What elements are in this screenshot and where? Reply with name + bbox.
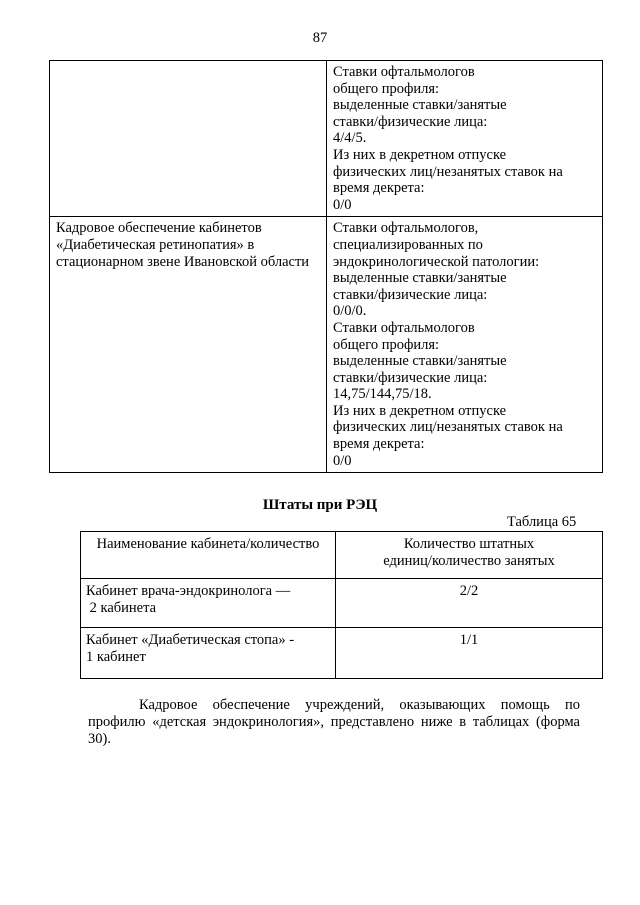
cell-line: Ставки офтальмологов [333,319,475,336]
table-row [50,217,603,473]
table-header-row [81,532,603,579]
cabinet-name-cell [81,579,336,628]
paragraph-text: Кадровое обеспечение учреждений, оказывающих помощь по профилю «детская эндокринология», представлено ниже в таблицах (форма 30). [88,697,580,747]
cell-line: 2 кабинета [86,599,157,616]
cabinet-count-cell: 2/2 [336,579,603,628]
cabinet-name-cell [81,628,336,679]
cell-line: ставки/физические лица: [333,369,488,386]
cell-line: время декрета: [333,436,425,453]
cell-line: Ставки офтальмологов [333,64,475,80]
column-header-name [81,532,336,579]
cell-line: общего профиля: [333,336,440,353]
cell-line: физических лиц/незанятых ставок на [333,419,563,436]
cabinet-count-cell: 1/1 [336,628,603,679]
cell-line: время декрета: [333,180,425,197]
cell-line: Кадровое обеспечение кабинетов [56,220,262,237]
cell-line: специализированных по [333,236,483,253]
staffing-table-65 [80,531,603,679]
cell-line: стационарном звене Ивановской области [56,253,310,270]
table-row [81,628,603,679]
cell-line: выделенные ставки/занятые [333,353,507,370]
cell-line: «Диабетическая ретинопатия» в [56,236,255,253]
table-row [50,61,603,217]
cell-line: 0/0 [333,196,352,213]
staffing-table-continued [49,60,603,473]
cell-line: ставки/физические лица: [333,286,488,303]
header-text: Наименование кабинета/количество [96,536,320,552]
page-number: 87 [312,30,328,46]
column-header-count [336,532,603,579]
body-paragraph [88,697,580,748]
header-line: единиц/количество занятых [383,552,555,569]
table-row [81,579,603,628]
table-cell-left [50,61,327,217]
cell-line: эндокринологической патологии: [333,253,540,270]
cell-line: 0/0 [333,452,352,469]
section-heading: Штаты при РЭЦ [262,497,378,513]
cell-line: Ставки офтальмологов, [333,220,479,237]
table-cell-right [327,217,603,473]
cell-line: физических лиц/незанятых ставок на [333,163,563,180]
cell-line: Из них в декретном отпуске [333,402,507,419]
cell-line: общего профиля: [333,80,440,97]
cell-line: 1 кабинет [86,648,146,665]
table-cell-left [50,217,327,473]
cell-line: 14,75/144,75/18. [333,386,432,403]
cell-line: 0/0/0. [333,303,367,320]
cell-line: Из них в декретном отпуске [333,146,507,163]
cell-line: Кабинет «Диабетическая стопа» - [86,632,295,648]
cell-line: 4/4/5. [333,130,367,147]
cell-line: Кабинет врача-эндокринолога — [86,583,291,599]
header-line: Количество штатных [403,536,535,552]
cell-line: выделенные ставки/занятые [333,270,507,287]
table-label: Таблица 65 [507,514,577,530]
cell-line: выделенные ставки/занятые [333,97,507,114]
cell-line: ставки/физические лица: [333,113,488,130]
table-cell-right [327,61,603,217]
